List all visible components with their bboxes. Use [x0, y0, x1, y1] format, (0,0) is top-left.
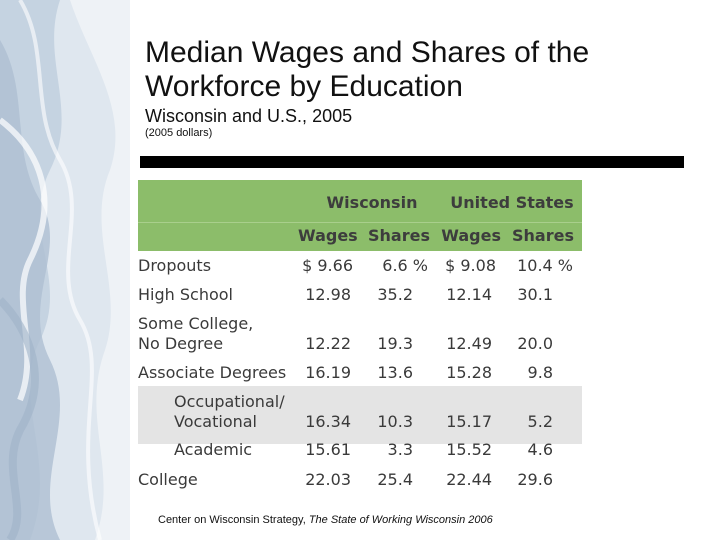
cell-us-shares: 5.2 — [527, 412, 553, 431]
decorative-wave-background — [0, 0, 130, 540]
cell-wi-shares: 3.3 — [387, 440, 413, 459]
cell-wi-shares: 35.2 — [377, 285, 413, 304]
row-label-high-school: High School — [138, 285, 233, 304]
cell-wi-shares: 6.6 % — [382, 256, 428, 275]
row-label-associate-degrees: Associate Degrees — [138, 363, 287, 382]
cell-wi-shares: 13.6 — [377, 363, 413, 382]
units-note: (2005 dollars) — [145, 127, 213, 139]
cell-wi-wages: 16.34 — [305, 412, 351, 431]
cell-wi-shares: 25.4 — [377, 470, 413, 489]
cell-wi-wages: 15.61 — [305, 440, 351, 459]
row-label-academic: Academic — [174, 440, 253, 459]
cell-us-shares: 9.8 — [527, 363, 553, 382]
cell-us-wages: $ 9.08 — [445, 256, 496, 275]
source-author: Center on Wisconsin Strategy, — [158, 514, 309, 526]
cell-wi-wages: 12.98 — [305, 285, 351, 304]
cell-us-shares: 10.4 % — [517, 256, 573, 275]
cell-us-wages: 12.49 — [446, 334, 492, 353]
cell-us-wages: 15.28 — [446, 363, 492, 382]
group-header-wisconsin: Wisconsin — [326, 193, 418, 212]
source-citation — [158, 514, 493, 526]
column-header-us-shares: Shares — [512, 226, 574, 245]
cell-wi-wages: 22.03 — [305, 470, 351, 489]
wages-shares-table — [138, 180, 582, 491]
cell-us-wages: 15.52 — [446, 440, 492, 459]
cell-us-shares: 4.6 — [527, 440, 553, 459]
column-header-wi-wages: Wages — [298, 226, 358, 245]
row-label-some-college: Some College, No Degree — [138, 314, 254, 353]
cell-us-wages: 22.44 — [446, 470, 492, 489]
cell-us-wages: 15.17 — [446, 412, 492, 431]
cell-wi-shares: 19.3 — [377, 334, 413, 353]
cell-wi-shares: 10.3 — [377, 412, 413, 431]
cell-us-shares: 30.1 — [517, 285, 553, 304]
row-label-occupational-vocational: Occupational/ Vocational — [174, 392, 285, 431]
cell-wi-wages: $ 9.66 — [302, 256, 353, 275]
source-title: The State of Working Wisconsin 2006 — [308, 514, 493, 526]
slide-subtitle: Wisconsin and U.S., 2005 — [145, 106, 353, 126]
column-header-wi-shares: Shares — [368, 226, 430, 245]
cell-us-shares: 29.6 — [517, 470, 553, 489]
cell-wi-wages: 16.19 — [305, 363, 351, 382]
slide-title: Median Wages and Shares of the Workforce by Education — [145, 36, 590, 103]
row-label-dropouts: Dropouts — [138, 256, 212, 275]
group-header-united-states: United States — [450, 193, 574, 212]
cell-wi-wages: 12.22 — [305, 334, 351, 353]
column-header-us-wages: Wages — [441, 226, 501, 245]
cell-us-shares: 20.0 — [517, 334, 553, 353]
row-label-college: College — [138, 470, 198, 489]
title-divider — [140, 156, 684, 168]
cell-us-wages: 12.14 — [446, 285, 492, 304]
